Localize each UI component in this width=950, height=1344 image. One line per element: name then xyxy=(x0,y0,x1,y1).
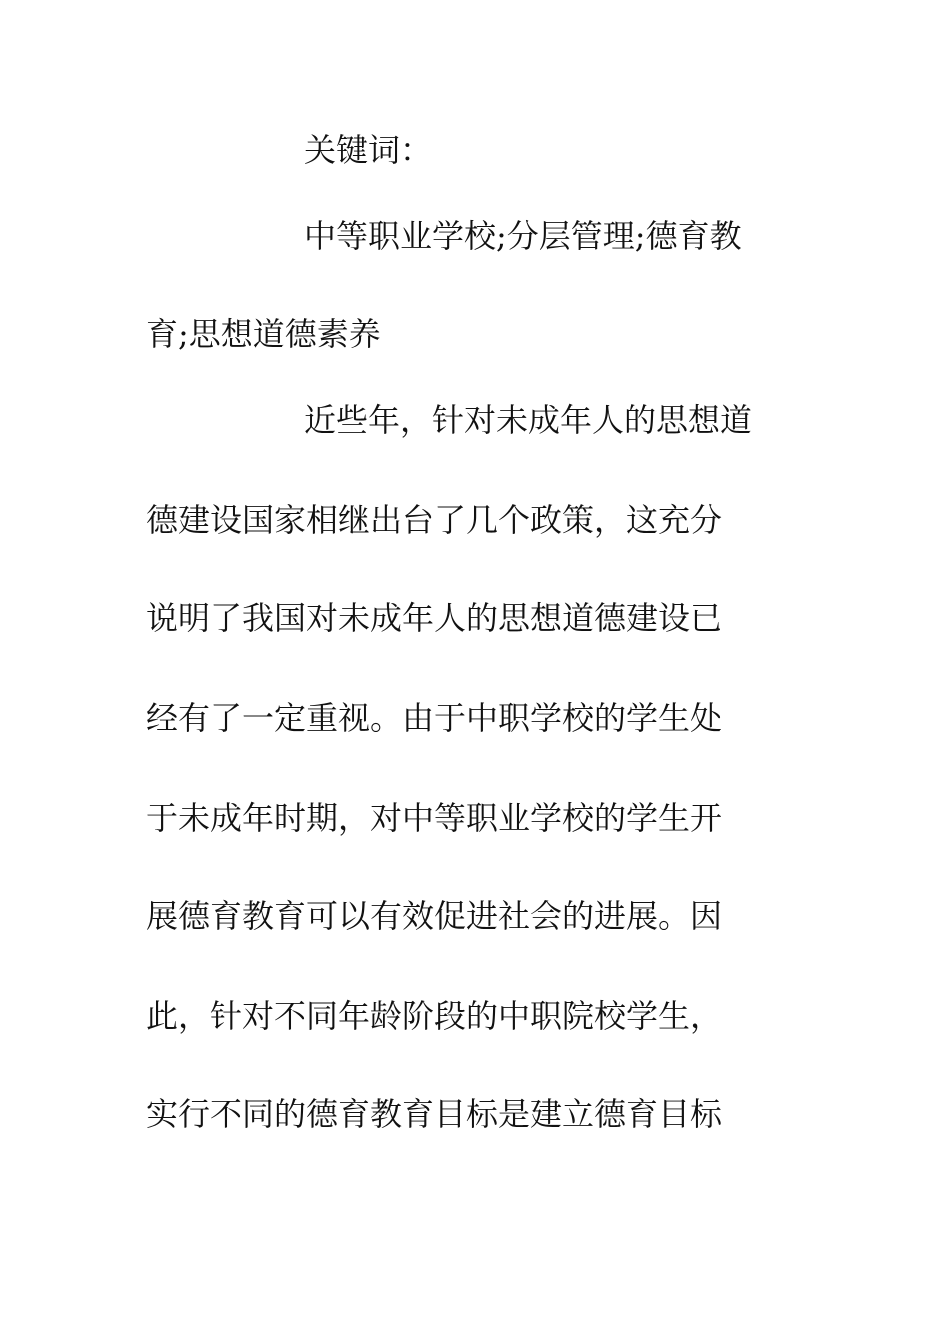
body-text-line: 近些年，针对未成年人的思想道 xyxy=(304,401,753,439)
body-text-line: 说明了我国对未成年人的思想道德建设已 xyxy=(146,599,723,637)
body-text-line: 展德育教育可以有效促进社会的进展。因 xyxy=(146,897,723,935)
body-text-line: 此，针对不同年龄阶段的中职院校学生， xyxy=(146,997,723,1035)
body-text-line: 实行不同的德育教育目标是建立德育目标 xyxy=(146,1095,723,1133)
body-text-line: 经有了一定重视。由于中职学校的学生处 xyxy=(146,699,723,737)
body-text-line: 德建设国家相继出台了几个政策，这充分 xyxy=(146,501,723,539)
keywords-line: 育;思想道德素养 xyxy=(146,315,381,353)
keywords-line: 中等职业学校;分层管理;德育教 xyxy=(304,217,742,255)
keywords-label: 关键词： xyxy=(304,131,433,169)
body-text-line: 于未成年时期，对中等职业学校的学生开 xyxy=(146,799,723,837)
